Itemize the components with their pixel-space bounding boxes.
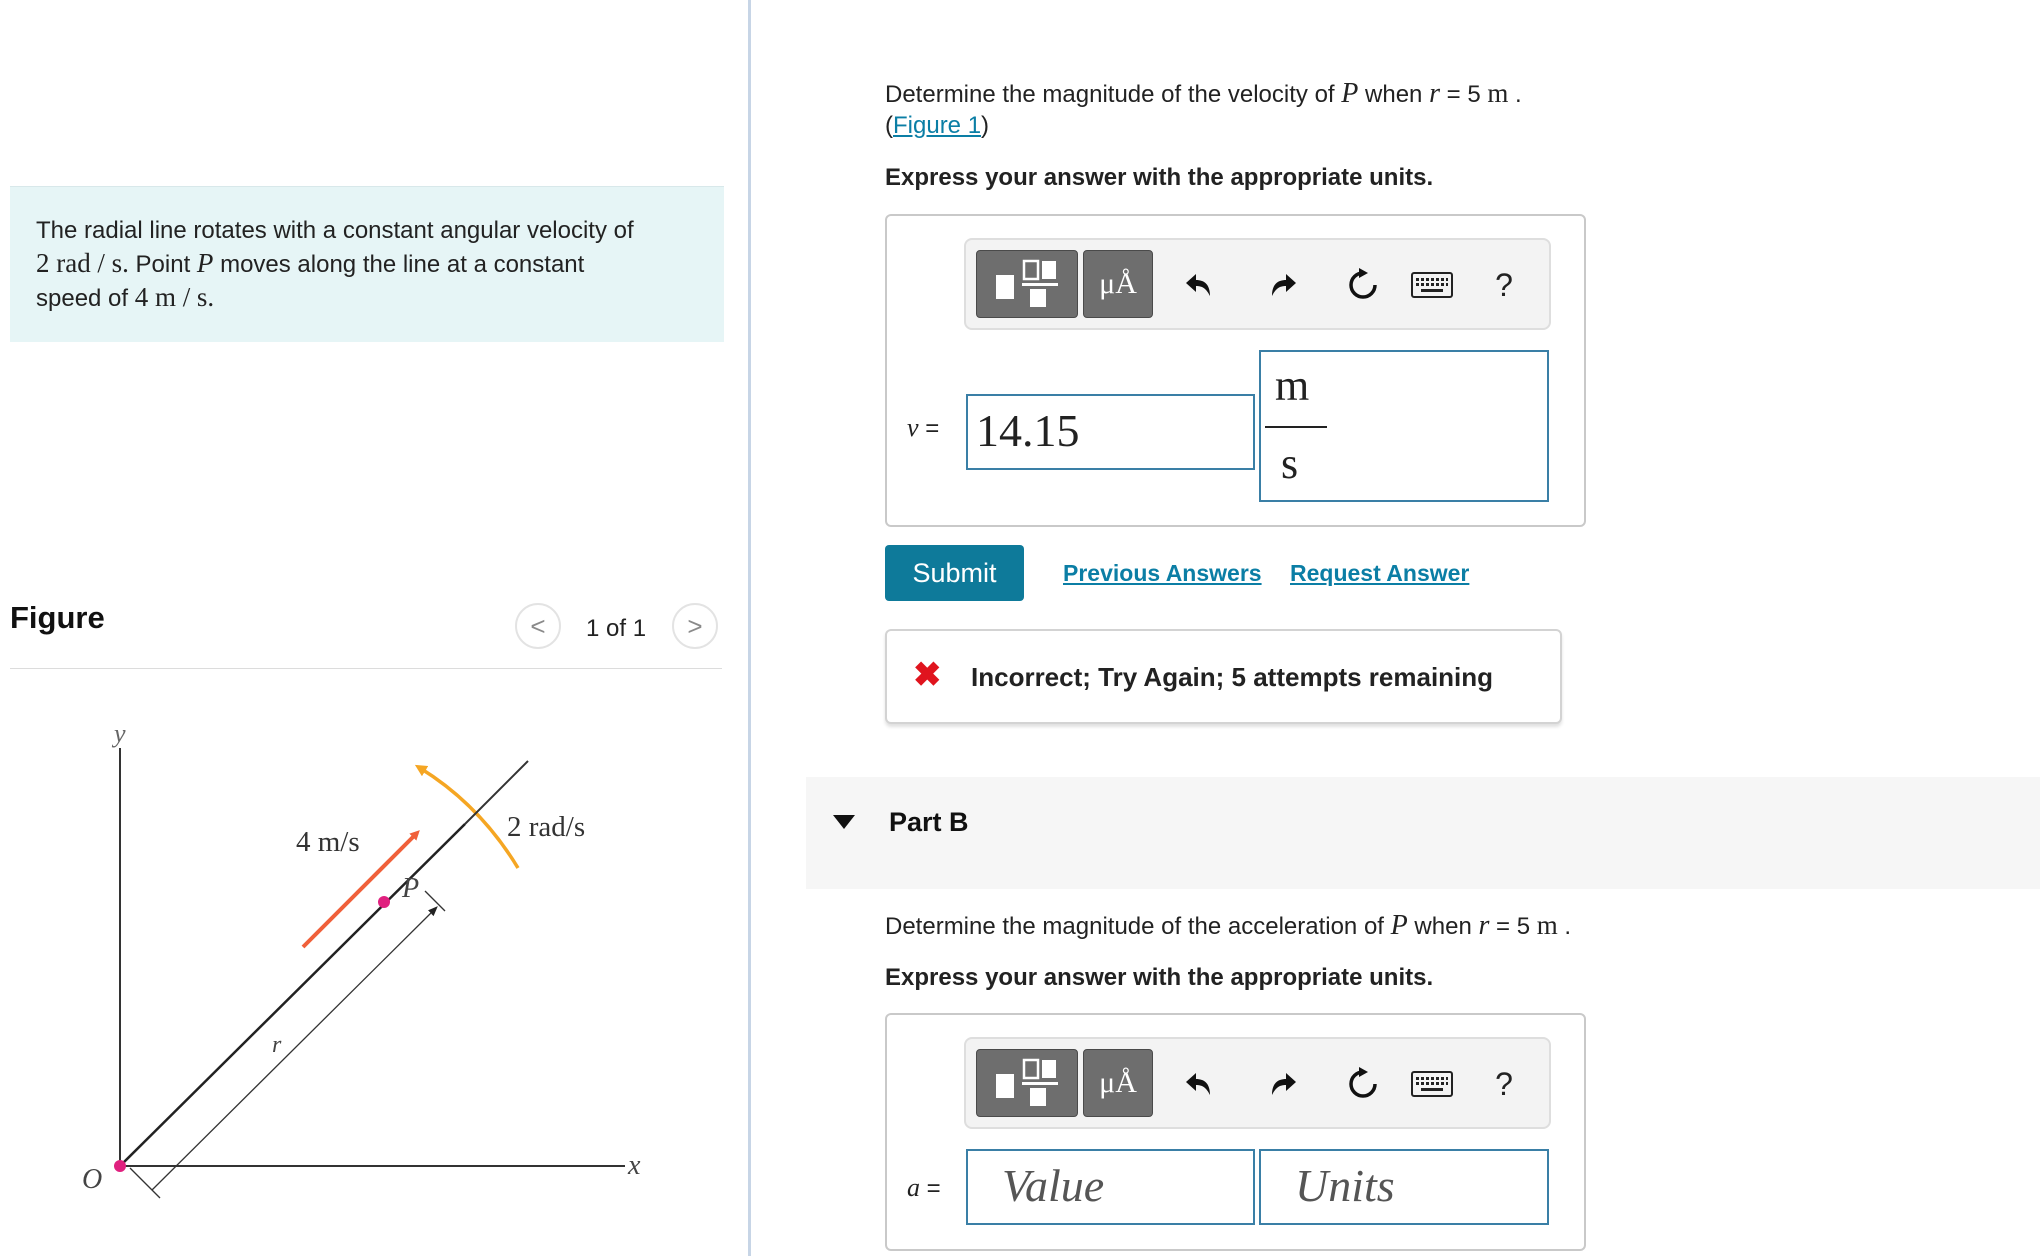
keyboard-icon xyxy=(1411,272,1453,298)
problem-line-1: The radial line rotates with a constant angular velocity of xyxy=(36,217,634,244)
help-button[interactable] xyxy=(1482,260,1526,310)
part-a-math-toolbar xyxy=(964,238,1551,330)
part-b-variable-label xyxy=(907,1173,941,1203)
problem-text-2: Point xyxy=(128,251,197,278)
mu-angstrom-icon: μÅ xyxy=(1099,1066,1137,1099)
y-axis-label: y xyxy=(114,719,126,748)
part-a-question-prefix: Determine the magnitude of the velocity of xyxy=(885,81,1342,108)
redo-button[interactable] xyxy=(1256,1059,1306,1109)
angular-velocity-value: 2 rad xyxy=(36,248,91,278)
undo-icon xyxy=(1184,268,1218,302)
previous-figure-button[interactable] xyxy=(515,603,561,649)
question-mark-icon: ? xyxy=(1495,1065,1513,1102)
part-a-equals: = 5 xyxy=(1439,81,1488,108)
part-b-dot: . xyxy=(1557,913,1572,940)
speed-value: 4 m xyxy=(134,282,177,312)
point-p-label: P xyxy=(402,873,420,904)
caret-down-icon xyxy=(832,814,856,830)
unit-denominator: s xyxy=(1281,439,1299,488)
units-symbols-button[interactable] xyxy=(1083,1049,1153,1117)
figure-diagram xyxy=(60,690,680,1230)
origin-point xyxy=(114,1160,126,1172)
unit-slash: / xyxy=(182,282,191,312)
velocity-units-input[interactable] xyxy=(1259,350,1549,502)
speed-unit: s. xyxy=(196,282,215,312)
figure-divider xyxy=(10,668,722,669)
part-a-instruction: Express your answer with the appropriate units. xyxy=(885,164,1434,191)
part-a-variable-p: P xyxy=(1341,78,1359,109)
reset-icon xyxy=(1345,267,1381,303)
problem-statement xyxy=(10,186,724,342)
acceleration-units-input[interactable]: Units xyxy=(1259,1149,1549,1225)
speed-label: 4 m/s xyxy=(296,826,360,858)
mu-angstrom-icon: μÅ xyxy=(1099,267,1137,300)
part-b-question-prefix: Determine the magnitude of the acceleration of xyxy=(885,913,1391,940)
angular-velocity-unit: s. xyxy=(111,248,129,278)
reset-button[interactable] xyxy=(1338,260,1388,310)
redo-icon xyxy=(1264,268,1298,302)
point-variable: P xyxy=(196,248,214,278)
unit-numerator: m xyxy=(1275,361,1310,410)
part-a-variable-label xyxy=(907,413,939,443)
part-a-unit: m xyxy=(1487,78,1509,108)
problem-text-3: moves along the line at a constant xyxy=(213,251,585,278)
part-b-math-toolbar xyxy=(964,1037,1551,1129)
acceleration-value-input[interactable]: Value xyxy=(966,1149,1255,1225)
unit-slash: / xyxy=(97,248,105,278)
part-b-instruction: Express your answer with the appropriate units. xyxy=(885,964,1434,991)
figure-link-line xyxy=(885,112,989,140)
x-axis-label: x xyxy=(628,1150,641,1181)
equals-sign: = xyxy=(918,415,940,442)
previous-answers-link[interactable]: Previous Answers xyxy=(1063,560,1262,586)
velocity-value-input[interactable]: 14.15 xyxy=(966,394,1255,470)
templates-button[interactable] xyxy=(976,1049,1078,1117)
r-label: r xyxy=(272,1032,282,1058)
part-a-variable-r: r xyxy=(1429,78,1440,109)
r-dimension-line xyxy=(152,909,435,1190)
error-x-icon: ✖ xyxy=(913,656,942,694)
fraction-bar xyxy=(1265,426,1327,428)
r-dimension-tick-end xyxy=(425,891,445,911)
request-answer-link[interactable]: Request Answer xyxy=(1290,560,1470,586)
keyboard-button[interactable] xyxy=(1404,1059,1460,1109)
part-b-variable-p: P xyxy=(1390,910,1408,941)
redo-button[interactable] xyxy=(1256,260,1306,310)
help-button[interactable] xyxy=(1482,1059,1526,1109)
pane-divider[interactable] xyxy=(748,0,751,1256)
part-b-when: when xyxy=(1407,913,1479,940)
r-dimension-tick-start xyxy=(130,1168,160,1198)
figure-link-close-paren: ) xyxy=(981,112,990,139)
fraction-template-icon xyxy=(992,257,1062,311)
figure-link-open-paren: ( xyxy=(885,112,893,139)
problem-text-4: speed of xyxy=(36,285,135,312)
part-b-title: Part B xyxy=(889,807,969,837)
feedback-message xyxy=(885,629,1562,724)
chevron-right-icon: > xyxy=(687,610,703,641)
part-b-question xyxy=(885,910,1571,942)
submit-button[interactable]: Submit xyxy=(885,545,1024,601)
fraction-template-icon xyxy=(992,1056,1062,1110)
keyboard-button[interactable] xyxy=(1404,260,1460,310)
question-mark-icon: ? xyxy=(1495,266,1513,303)
point-p xyxy=(378,896,390,908)
origin-label: O xyxy=(82,1164,103,1195)
part-b-equals: = 5 xyxy=(1489,913,1537,940)
keyboard-icon xyxy=(1411,1071,1453,1097)
part-a-when: when xyxy=(1358,81,1430,108)
redo-icon xyxy=(1264,1067,1298,1101)
feedback-text: Incorrect; Try Again; 5 attempts remaining xyxy=(971,662,1494,692)
units-symbols-button[interactable] xyxy=(1083,250,1153,318)
part-b-unit: m xyxy=(1536,910,1558,940)
acceleration-symbol: a xyxy=(907,1173,920,1202)
chevron-left-icon: < xyxy=(530,610,546,641)
figure-pager-count: 1 of 1 xyxy=(586,615,647,642)
figure-1-link[interactable]: Figure 1 xyxy=(893,112,982,139)
next-figure-button[interactable] xyxy=(672,603,718,649)
reset-button[interactable] xyxy=(1338,1059,1388,1109)
templates-button[interactable] xyxy=(976,250,1078,318)
part-a-answer-box xyxy=(885,214,1586,527)
part-b-header[interactable] xyxy=(806,777,2040,889)
part-a-dot: . xyxy=(1508,81,1522,108)
undo-icon xyxy=(1184,1067,1218,1101)
angular-velocity-label: 2 rad/s xyxy=(507,811,586,843)
undo-button[interactable] xyxy=(1176,260,1226,310)
figure-heading: Figure xyxy=(10,600,105,635)
velocity-symbol: v xyxy=(907,413,919,442)
reset-icon xyxy=(1345,1066,1381,1102)
part-b-variable-r: r xyxy=(1478,910,1490,941)
equals-sign: = xyxy=(920,1175,941,1202)
undo-button[interactable] xyxy=(1176,1059,1226,1109)
part-a-question xyxy=(885,78,1522,110)
part-b-answer-box xyxy=(885,1013,1586,1251)
